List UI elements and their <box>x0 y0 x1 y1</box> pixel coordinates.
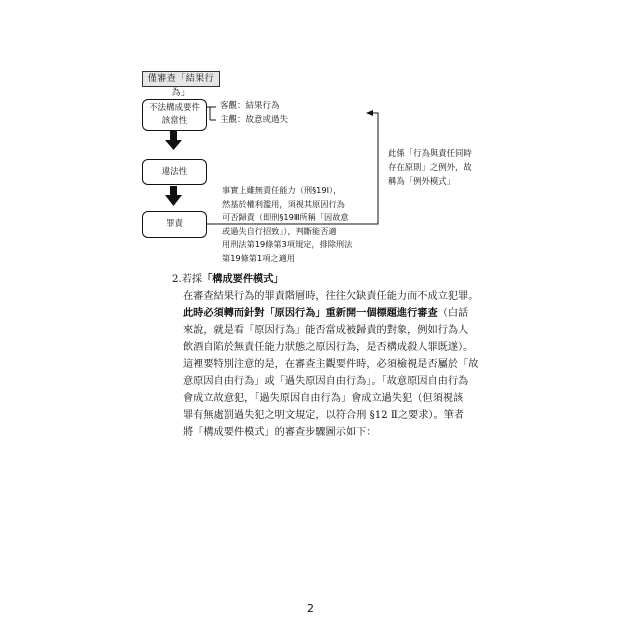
culpability-note <box>222 184 372 265</box>
text-fragment: （白話 <box>437 308 469 319</box>
note-line: 可否歸責（即刑§19Ⅲ所稱「因故意 <box>222 212 349 222</box>
text-line: 意原因自由行為」或「過失原因自由行為」。「故意原因自由行為 <box>183 376 469 387</box>
note-line: 或過失自行招致」），判斷能否適 <box>222 225 337 236</box>
down-arrow-2-head <box>165 195 182 206</box>
branch-subjective: 主觀：故意或過失 <box>220 115 289 125</box>
branch-objective: 客觀：結果行為 <box>220 101 280 111</box>
exception-side-note <box>388 146 508 188</box>
note-line: 然基於權利濫用，須視其原因行為 <box>222 198 345 209</box>
text-line: 在審查結果行為的罪責階層時，往往欠缺責任能力而不成立犯罪。 <box>183 291 479 302</box>
note-line: 用刑法第19條第3項規定，排除刑法 <box>222 239 353 249</box>
heading-prefix: 2.若採 <box>172 274 203 285</box>
feedback-arrow-head <box>366 110 373 116</box>
box-illegality: 違法性 <box>142 159 207 185</box>
text-line: 來說，就是看「原因行為」能否當成被歸責的對象，例如行為人 <box>183 325 469 336</box>
text-line <box>183 305 502 322</box>
note-line: 事實上雖無責任能力（刑§19Ⅰ）， <box>222 185 342 195</box>
side-note-line: 存在原則」之例外，故 <box>388 162 472 172</box>
side-note-line: 稱為「例外模式」 <box>388 176 455 186</box>
text-line: 飲酒自陷於無責任能力狀態之原因行為，是否構成殺人罪既遂）。 <box>183 342 474 353</box>
text-line: 罪有無處罰過失犯之明文規定，以符合刑 §12 Ⅱ之要求）。筆者 <box>183 410 465 421</box>
text-line: 將「構成要件模式」的審查步驟圖示如下： <box>183 427 377 438</box>
text-line: 會成立故意犯，「過失原因自由行為」會成立過失犯（但須視該 <box>183 393 464 404</box>
section-heading <box>172 271 502 288</box>
down-arrow-1-shaft <box>170 131 177 140</box>
side-note-line: 此係「行為與責任同時 <box>388 148 472 158</box>
box-constitutive-elements <box>142 99 207 131</box>
box1-line1: 不法構成要件 <box>148 103 200 113</box>
note-line: 第19條第1項之適用 <box>222 252 295 263</box>
down-arrow-1-head <box>165 140 182 150</box>
paragraph <box>172 288 502 441</box>
page-number: 2 <box>307 602 314 615</box>
box-culpability: 罪責 <box>142 211 207 238</box>
down-arrow-2-shaft <box>170 186 177 195</box>
text-line: 這裡要特別注意的是，在審查主觀要件時，必須檢視是否屬於「故 <box>183 359 479 370</box>
box1-line2: 該當性 <box>161 116 188 126</box>
section-body <box>172 271 502 441</box>
heading-bold: 「構成要件模式」 <box>202 273 284 285</box>
bold-sentence: 此時必須轉而針對「原因行為」重新開一個標題進行審查 <box>183 307 438 319</box>
diagram-header: 僅審查「結果行為」 <box>142 71 220 87</box>
